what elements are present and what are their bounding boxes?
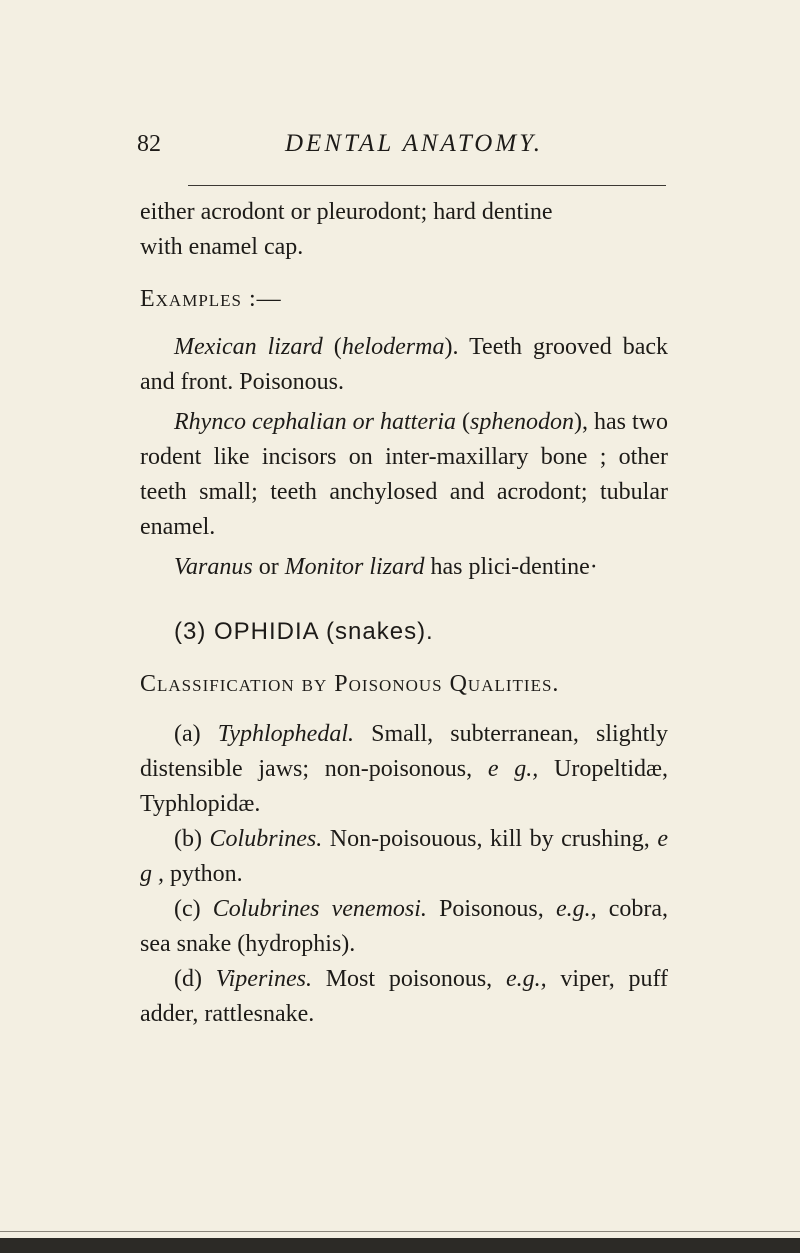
rhynco-genus: sphenodon <box>470 409 574 435</box>
ophidia-heading-text: (3) OPHIDIA (snakes). <box>174 618 434 645</box>
header-rule <box>188 185 666 186</box>
item-d-text: Most poisonous, <box>325 966 493 992</box>
classification-list <box>140 717 668 1032</box>
intro-line-1: either acrodont or pleurodont; hard dentine <box>140 199 553 225</box>
rhynco-alt-name: hatteria <box>380 409 456 435</box>
item-b-eg: e g , <box>140 826 669 887</box>
item-b-text: Non-poisouous, kill by crushing, <box>329 826 650 852</box>
intro-line-2: with enamel cap. <box>140 234 304 260</box>
varanus-alt-name: Monitor lizard <box>284 554 425 580</box>
classification-heading <box>140 667 668 702</box>
item-c-examples: cobra, sea snake (hydrophis). <box>140 896 669 957</box>
rhynco-paragraph: Rhynco cephalian or hatteria (sphenodon), has two rodent like incisors on inter-maxillary bone ; other teeth small; teeth anchylosed and acrodont; tubular enamel. <box>140 409 669 540</box>
mexican-name: Mexican lizard <box>174 334 323 360</box>
item-d-label: (d) <box>174 966 202 992</box>
item-b-label: (b) <box>174 826 202 852</box>
varanus-paragraph <box>140 550 668 585</box>
list-item <box>140 717 668 822</box>
page-edge-line <box>0 1231 800 1232</box>
varanus-or: or <box>258 554 279 580</box>
page-number: 82 <box>137 131 161 157</box>
mexican-description: Teeth grooved back and front. Poisonous. <box>140 334 669 395</box>
examples-heading-text: Examples :— <box>140 286 282 312</box>
item-c-text: Poisonous, <box>439 896 544 922</box>
list-item <box>140 962 668 1032</box>
running-title: DENTAL ANATOMY. <box>285 130 544 157</box>
list-item <box>140 892 668 962</box>
item-a-text: Small, subterranean, slightly distensible jaws; non-poisonous, <box>140 721 669 782</box>
item-b-name: Colubrines. <box>209 826 323 852</box>
intro-paragraph <box>140 195 668 265</box>
ophidia-heading <box>140 614 668 649</box>
item-c-name: Colubrines venemosi. <box>212 896 427 922</box>
varanus-description: has plici-dentine· <box>430 554 598 580</box>
page-edge-shadow <box>0 1238 800 1253</box>
examples-heading <box>140 282 668 317</box>
item-c-label: (c) <box>174 896 201 922</box>
entry-varanus <box>140 550 668 585</box>
item-a-label: (a) <box>174 721 201 747</box>
mexican-paragraph: Mexican lizard (heloderma). Teeth grooved back and front. Poisonous. <box>140 334 669 395</box>
entry-rhynco <box>140 405 668 545</box>
item-a-name: Typhlophedal. <box>217 721 354 747</box>
mexican-genus: heloderma <box>341 334 445 360</box>
rhynco-description: , has two rodent like incisors on inter-maxillary bone ; other teeth small; teeth anchylosed and acrodont; tubular enamel. <box>140 409 669 540</box>
item-a-eg: e g., <box>487 756 539 782</box>
item-d-name: Viperines. <box>215 966 312 992</box>
list-item <box>140 822 668 892</box>
item-c-eg: e.g., <box>555 896 597 922</box>
rhynco-name: Rhynco cephalian <box>174 409 347 435</box>
item-a-examples: Uropeltidæ, Typhlopidæ. <box>140 756 669 817</box>
varanus-name: Varanus <box>174 554 253 580</box>
item-d-examples: viper, puff adder, rattlesnake. <box>140 966 669 1027</box>
rhynco-or: or <box>352 409 374 435</box>
item-b-examples: python. <box>170 861 243 887</box>
classification-heading-text: Classification by Poisonous Qualities. <box>140 671 560 697</box>
item-d-eg: e.g., <box>505 966 547 992</box>
entry-mexican-lizard <box>140 330 668 400</box>
